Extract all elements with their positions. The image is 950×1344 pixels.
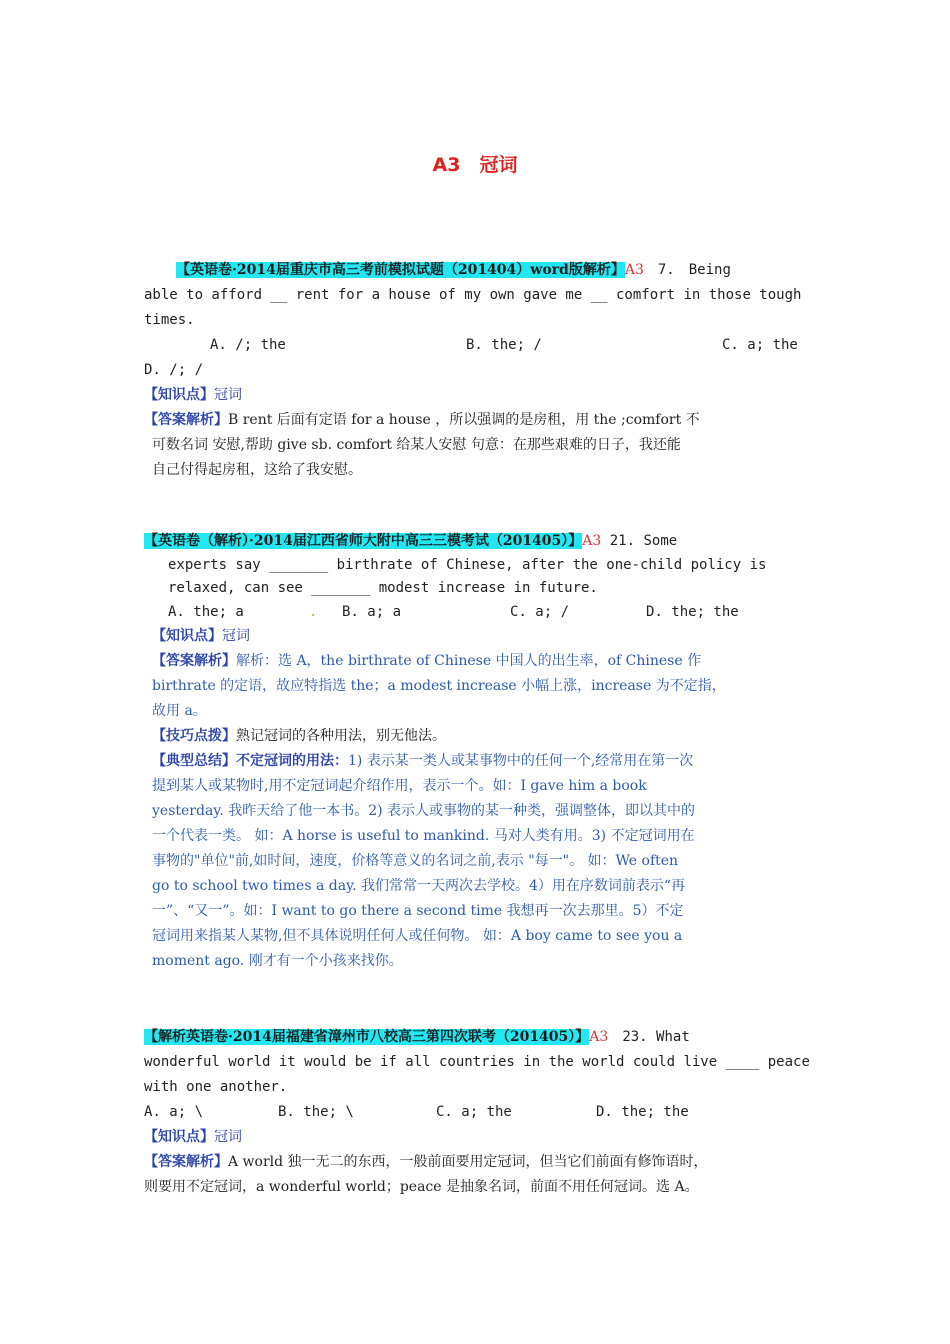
- knowledge-point: 冠词: [214, 1129, 242, 1145]
- option-c: C. a; the: [722, 337, 798, 353]
- question-text: times.: [144, 312, 195, 328]
- knowledge-label: 【知识点】: [144, 1129, 214, 1145]
- source-highlight: 【英语卷·2014届重庆市高三考前模拟试题（201404）word版解析】: [176, 262, 625, 278]
- question-text: 21. Some: [601, 533, 678, 549]
- answer-label: 【答案解析】: [144, 412, 228, 428]
- page-title: A3 冠词: [432, 154, 518, 176]
- answer-text: 故用 a。: [152, 703, 207, 719]
- option-b: B. the; /: [466, 337, 542, 353]
- option-d: D. the; the: [596, 1104, 689, 1120]
- question-text: 7. Being: [643, 262, 731, 278]
- answer-text: 解析：选 A，the birthrate of Chinese 中国人的出生率，of Chinese 作: [236, 653, 702, 669]
- option-a: A. /; the: [210, 337, 286, 353]
- summary-text: go to school two times a day. 我们常常一天两次去学校。4）用在序数词前表示“再: [152, 878, 686, 894]
- summary-text: moment ago. 刚才有一个小孩来找你。: [152, 953, 403, 969]
- answer-text: A world 独一无二的东西，一般前面要用定冠词，但当它们前面有修饰语时，: [228, 1154, 708, 1170]
- topic-tag: A3: [624, 262, 644, 278]
- question-text: wonderful world it would be if all countries in the world could live ____ peace: [144, 1054, 810, 1070]
- knowledge-point: 冠词: [214, 387, 242, 403]
- knowledge-label: 【知识点】: [152, 628, 222, 644]
- options-row: [144, 333, 809, 358]
- source-highlight: 【解析英语卷·2014届福建省漳州市八校高三第四次联考（201405）】: [144, 1029, 590, 1045]
- answer-text: 可数名词 安慰,帮助 give sb. comfort 给某人安慰 句意：在那些艰难的日子，我还能: [152, 437, 681, 453]
- summary-text: 一个代表一类。 如：A horse is useful to mankind. 马对人类有用。3) 不定冠词用在: [152, 828, 695, 844]
- question-text: with one another.: [144, 1079, 288, 1095]
- question-text: experts say _______ birthrate of Chinese, after the one-child policy is: [168, 557, 767, 573]
- answer-label: 【答案解析】: [152, 653, 236, 669]
- knowledge-point: 冠词: [222, 628, 250, 644]
- answer-label: 【答案解析】: [144, 1154, 228, 1170]
- summary-text: 1) 表示某一类人或某事物中的任何一个,经常用在第一次: [348, 753, 694, 769]
- option-d: D. /; /: [144, 362, 204, 378]
- answer-text: 则要用不定冠词，a wonderful world；peace 是抽象名词，前面不用任何冠词。选 A。: [144, 1179, 699, 1195]
- options-row: [144, 600, 809, 624]
- summary-label: 【典型总结】: [152, 753, 236, 769]
- option-d: D. the; the: [646, 604, 739, 620]
- decorative-dot: .: [309, 604, 318, 620]
- summary-text: 事物的"单位"前,如时间，速度，价格等意义的名词之前,表示 "每一"。 如：We often: [152, 853, 679, 869]
- answer-text: 自己付得起房租，这给了我安慰。: [152, 462, 362, 478]
- source-highlight: 【英语卷（解析）·2014届江西省师大附中高三三模考试（201405）】: [144, 533, 583, 549]
- summary-text: 一”、“又一”。如：I want to go there a second time 我想再一次去那里。5）不定: [152, 903, 684, 919]
- topic-tag: A3: [582, 533, 602, 549]
- option-b: B. the; \: [278, 1104, 354, 1120]
- answer-text: birthrate 的定语，故应特指选 the；a modest increase 小幅上涨，increase 为不定指，: [152, 678, 726, 694]
- option-a: A. a; \: [144, 1104, 204, 1120]
- question-text: able to afford __ rent for a house of my own gave me __ comfort in those tough: [144, 287, 802, 303]
- option-c: C. a; the: [436, 1104, 512, 1120]
- question-text: 23. What: [608, 1029, 690, 1045]
- summary-text: 提到某人或某物时,用不定冠词起介绍作用，表示一个。如：I gave him a book: [152, 778, 647, 794]
- knowledge-label: 【知识点】: [144, 387, 214, 403]
- question-block-1: [144, 258, 809, 483]
- answer-text: B rent 后面有定语 for a house ，所以强调的是房租，用 the ;comfort 不: [228, 412, 700, 428]
- summary-text: yesterday. 我昨天给了他一本书。2) 表示人或事物的某一种类，强调整体，即以其中的: [152, 803, 696, 819]
- tip-text: 熟记冠词的各种用法，别无他法。: [236, 728, 446, 744]
- question-block-2: [144, 529, 809, 974]
- question-block-3: [144, 1025, 809, 1200]
- summary-heading: 不定冠词的用法：: [236, 753, 348, 769]
- summary-text: 冠词用来指某人某物,但不具体说明任何人或任何物。 如：A boy came to see you a: [152, 928, 683, 944]
- options-row: [144, 1100, 809, 1125]
- option-a: A. the; a: [168, 604, 244, 620]
- question-text: relaxed, can see _______ modest increase in future.: [168, 580, 598, 596]
- option-c: C. a; /: [510, 604, 570, 620]
- topic-tag: A3: [589, 1029, 609, 1045]
- tip-label: 【技巧点拨】: [152, 728, 236, 744]
- option-b: B. a; a: [342, 604, 402, 620]
